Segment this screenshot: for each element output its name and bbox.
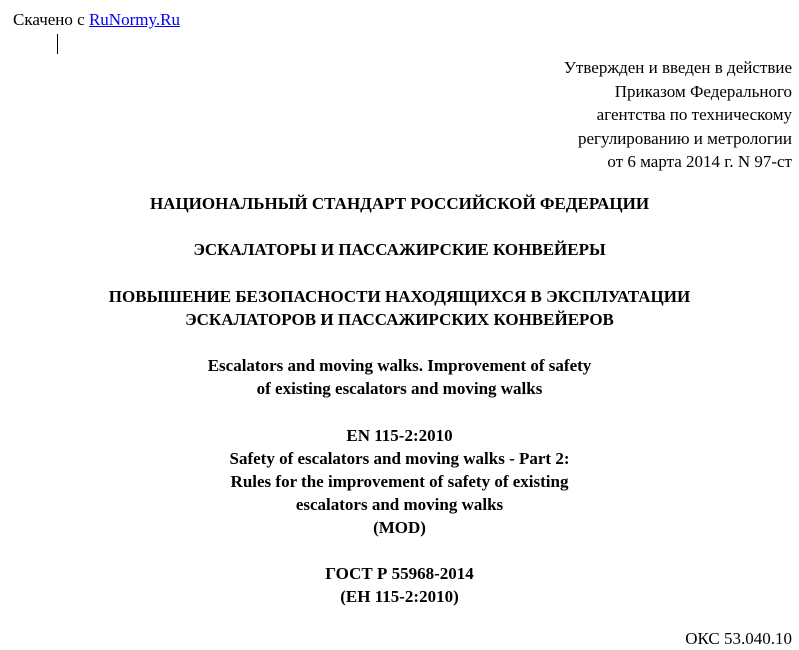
en-reference-line: Safety of escalators and moving walks - Part 2: <box>229 449 570 468</box>
download-source-line <box>13 10 180 30</box>
approval-line: агентства по техническому <box>596 105 792 124</box>
subject-heading <box>0 238 799 261</box>
en-reference-block <box>0 424 799 539</box>
approval-line: регулированию и метрологии <box>577 128 792 148</box>
national-standard-text: НАЦИОНАЛЬНЫЙ СТАНДАРТ РОССИЙСКОЙ ФЕДЕРАЦИИ <box>149 194 650 213</box>
main-title <box>0 285 799 331</box>
download-prefix: Скачено с <box>13 10 85 29</box>
approval-block <box>432 56 792 174</box>
text-cursor <box>57 34 58 54</box>
english-title-line: Escalators and moving walks. Improvement of safety <box>207 356 592 375</box>
main-title-line: ПОВЫШЕНИЕ БЕЗОПАСНОСТИ НАХОДЯЩИХСЯ В ЭКСПЛУАТАЦИИ <box>108 287 691 306</box>
okc-code: ОКС 53.040.10 <box>685 629 792 648</box>
en-reference-line: EN 115-2:2010 <box>346 426 453 445</box>
gost-line: (ЕН 115-2:2010) <box>340 587 459 606</box>
gost-designation <box>0 562 799 608</box>
approval-line: Приказом Федерального <box>614 81 792 101</box>
national-standard-heading <box>0 192 799 215</box>
approval-line: Утвержден и введен в действие <box>563 58 792 77</box>
runormy-link[interactable]: RuNormy.Ru <box>88 10 180 29</box>
gost-line: ГОСТ Р 55968-2014 <box>325 564 474 583</box>
en-reference-line: Rules for the improvement of safety of existing <box>230 472 569 491</box>
approval-line: от 6 марта 2014 г. N 97-ст <box>607 152 792 171</box>
en-reference-line: escalators and moving walks <box>295 495 504 514</box>
main-title-line: ЭСКАЛАТОРОВ И ПАССАЖИРСКИХ КОНВЕЙЕРОВ <box>185 310 614 329</box>
english-title <box>0 354 799 400</box>
subject-text: ЭСКАЛАТОРЫ И ПАССАЖИРСКИЕ КОНВЕЙЕРЫ <box>193 240 606 259</box>
en-reference-line: (MOD) <box>373 518 426 537</box>
english-title-line: of existing escalators and moving walks <box>256 379 543 398</box>
